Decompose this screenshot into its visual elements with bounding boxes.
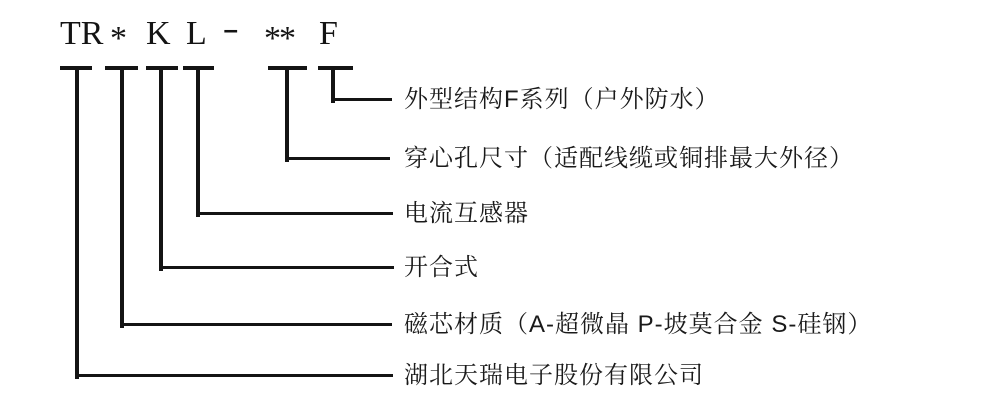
connector-vline-tr: [75, 66, 79, 379]
connector-vline-stars: [285, 66, 289, 162]
model-segment-k: K: [146, 15, 171, 52]
connector-vline-k: [159, 66, 163, 271]
connector-vline-l: [196, 66, 200, 217]
legend-label-split-core: 开合式: [404, 254, 479, 281]
model-segment-dash: -: [222, 10, 239, 47]
code-tick-f: [318, 66, 353, 70]
legend-label-company: 湖北天瑞电子股份有限公司: [404, 362, 704, 389]
model-segment-l: L: [186, 15, 207, 52]
connector-hline-k: [159, 266, 394, 269]
model-segment-f: F: [319, 15, 338, 52]
connector-hline-f: [331, 98, 392, 101]
connector-hline-star1: [120, 323, 392, 326]
connector-hline-tr: [75, 374, 393, 377]
connector-hline-stars: [285, 157, 390, 160]
model-segment-core-material-star: *: [110, 20, 125, 57]
legend-label-core-material: 磁芯材质（A-超微晶 P-坡莫合金 S-硅钢）: [404, 311, 873, 338]
connector-vline-star1: [120, 66, 124, 328]
legend-label-bore-size: 穿心孔尺寸（适配线缆或铜排最大外径）: [404, 145, 854, 172]
connector-hline-l: [196, 212, 393, 215]
legend-label-structure-series: 外型结构F系列（户外防水）: [404, 86, 720, 113]
model-segment-brand: TR: [60, 15, 104, 52]
model-segment-size-stars: **: [264, 20, 294, 57]
legend-label-current-transformer: 电流互感器: [404, 200, 529, 227]
